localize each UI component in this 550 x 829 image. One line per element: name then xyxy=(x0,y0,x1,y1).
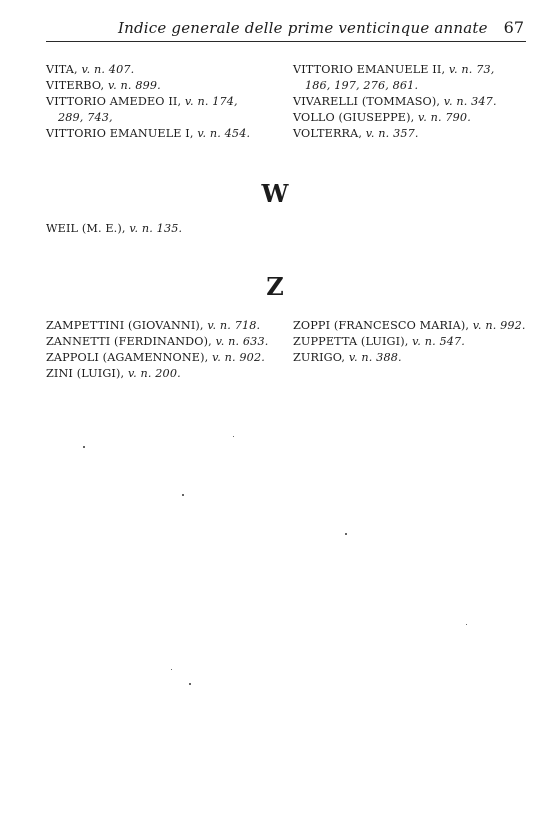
entry-page: 135. xyxy=(156,222,183,235)
index-entry xyxy=(293,350,533,366)
entry-page: 899. xyxy=(135,79,161,92)
section-letter-w: W xyxy=(261,179,289,208)
header-rule xyxy=(46,41,526,42)
entry-page: 633. xyxy=(242,335,269,348)
section-v-left-column xyxy=(46,62,286,142)
entry-name: ZANNETTI (FERDINANDO), xyxy=(46,335,212,348)
entry-page: 902. xyxy=(239,351,265,364)
index-entry xyxy=(46,78,286,94)
index-entry xyxy=(293,94,533,110)
index-entry xyxy=(46,62,286,78)
entry-name: VITERBO, xyxy=(46,79,105,92)
entry-volume: v. n. xyxy=(448,63,473,76)
index-entry xyxy=(46,350,286,366)
scan-speck xyxy=(345,533,347,535)
entry-volume: v. n. xyxy=(412,335,436,348)
entry-volume: v. n. xyxy=(207,319,231,332)
entry-page: 790. xyxy=(445,111,471,124)
scan-speck xyxy=(83,446,85,448)
entry-volume: v. n. xyxy=(129,222,153,235)
entry-volume: v. n. xyxy=(472,319,497,332)
index-entry xyxy=(293,110,533,126)
scan-speck xyxy=(233,436,234,437)
entry-page: 347. xyxy=(471,95,497,108)
entry-page: 388. xyxy=(376,351,402,364)
entry-name: VOLLO (GIUSEPPE), xyxy=(293,111,415,124)
entry-name: VITTORIO EMANUELE I, xyxy=(46,127,194,140)
section-letter-z: Z xyxy=(266,272,284,301)
index-entry xyxy=(46,366,286,382)
index-entry xyxy=(46,94,286,126)
section-v-right-column xyxy=(293,62,533,142)
entry-volume: v. n. xyxy=(365,127,390,140)
entry-volume: v. n. xyxy=(107,79,132,92)
entry-name: VOLTERRA, xyxy=(293,127,363,140)
index-entry xyxy=(46,318,286,334)
entry-volume: v. n. xyxy=(348,351,373,364)
running-title: Indice generale delle prime venticinque annate xyxy=(118,19,488,37)
entry-name: ZOPPI (FRANCESCO MARIA), xyxy=(293,319,470,332)
index-entry xyxy=(293,62,533,94)
entry-continuation: 289, 743, xyxy=(58,111,113,124)
entry-name: VITA, xyxy=(46,63,78,76)
index-entry xyxy=(46,126,286,142)
entry-name: VIVARELLI (TOMMASO), xyxy=(293,95,441,108)
entry-name: ZUPPETTA (LUIGI), xyxy=(293,335,409,348)
entry-volume: v. n. xyxy=(197,127,221,140)
entry-volume: v. n. xyxy=(212,351,236,364)
entry-page: 73, xyxy=(476,63,495,76)
scan-speck xyxy=(171,669,172,670)
scan-speck xyxy=(182,494,184,496)
entry-page: 547. xyxy=(439,335,466,348)
entry-volume: v. n. xyxy=(127,367,152,380)
page-header xyxy=(46,16,526,42)
index-entry xyxy=(46,334,286,350)
entry-name: ZAPPOLI (AGAMENNONE), xyxy=(46,351,209,364)
entry-name: VITTORIO AMEDEO II, xyxy=(46,95,182,108)
entry-name: ZINI (LUIGI), xyxy=(46,367,125,380)
entry-name: WEIL (M. E.), xyxy=(46,222,126,235)
section-z-left-column xyxy=(46,318,286,382)
index-entry xyxy=(293,318,533,334)
entry-page: 407. xyxy=(108,63,135,76)
scan-speck xyxy=(466,624,467,625)
index-entry xyxy=(46,221,182,237)
entry-page: 357. xyxy=(393,127,419,140)
entry-name: ZURIGO, xyxy=(293,351,346,364)
entry-volume: v. n. xyxy=(443,95,468,108)
entry-name: ZAMPETTINI (GIOVANNI), xyxy=(46,319,204,332)
entry-volume: v. n. xyxy=(418,111,442,124)
section-z-right-column xyxy=(293,318,533,366)
section-w xyxy=(46,221,182,237)
entry-page: 174, xyxy=(212,95,238,108)
entry-page: 454. xyxy=(224,127,251,140)
entry-volume: v. n. xyxy=(184,95,209,108)
entry-page: 718. xyxy=(234,319,261,332)
entry-page: 200. xyxy=(155,367,181,380)
entry-name: VITTORIO EMANUELE II, xyxy=(293,63,446,76)
entry-volume: v. n. xyxy=(215,335,240,348)
entry-continuation: 186, 197, 276, 861. xyxy=(305,79,419,92)
index-entry xyxy=(293,334,533,350)
scan-speck xyxy=(189,683,191,685)
index-entry xyxy=(293,126,533,142)
entry-page: 992. xyxy=(500,319,526,332)
page-number: 67 xyxy=(503,18,524,37)
entry-volume: v. n. xyxy=(81,63,106,76)
